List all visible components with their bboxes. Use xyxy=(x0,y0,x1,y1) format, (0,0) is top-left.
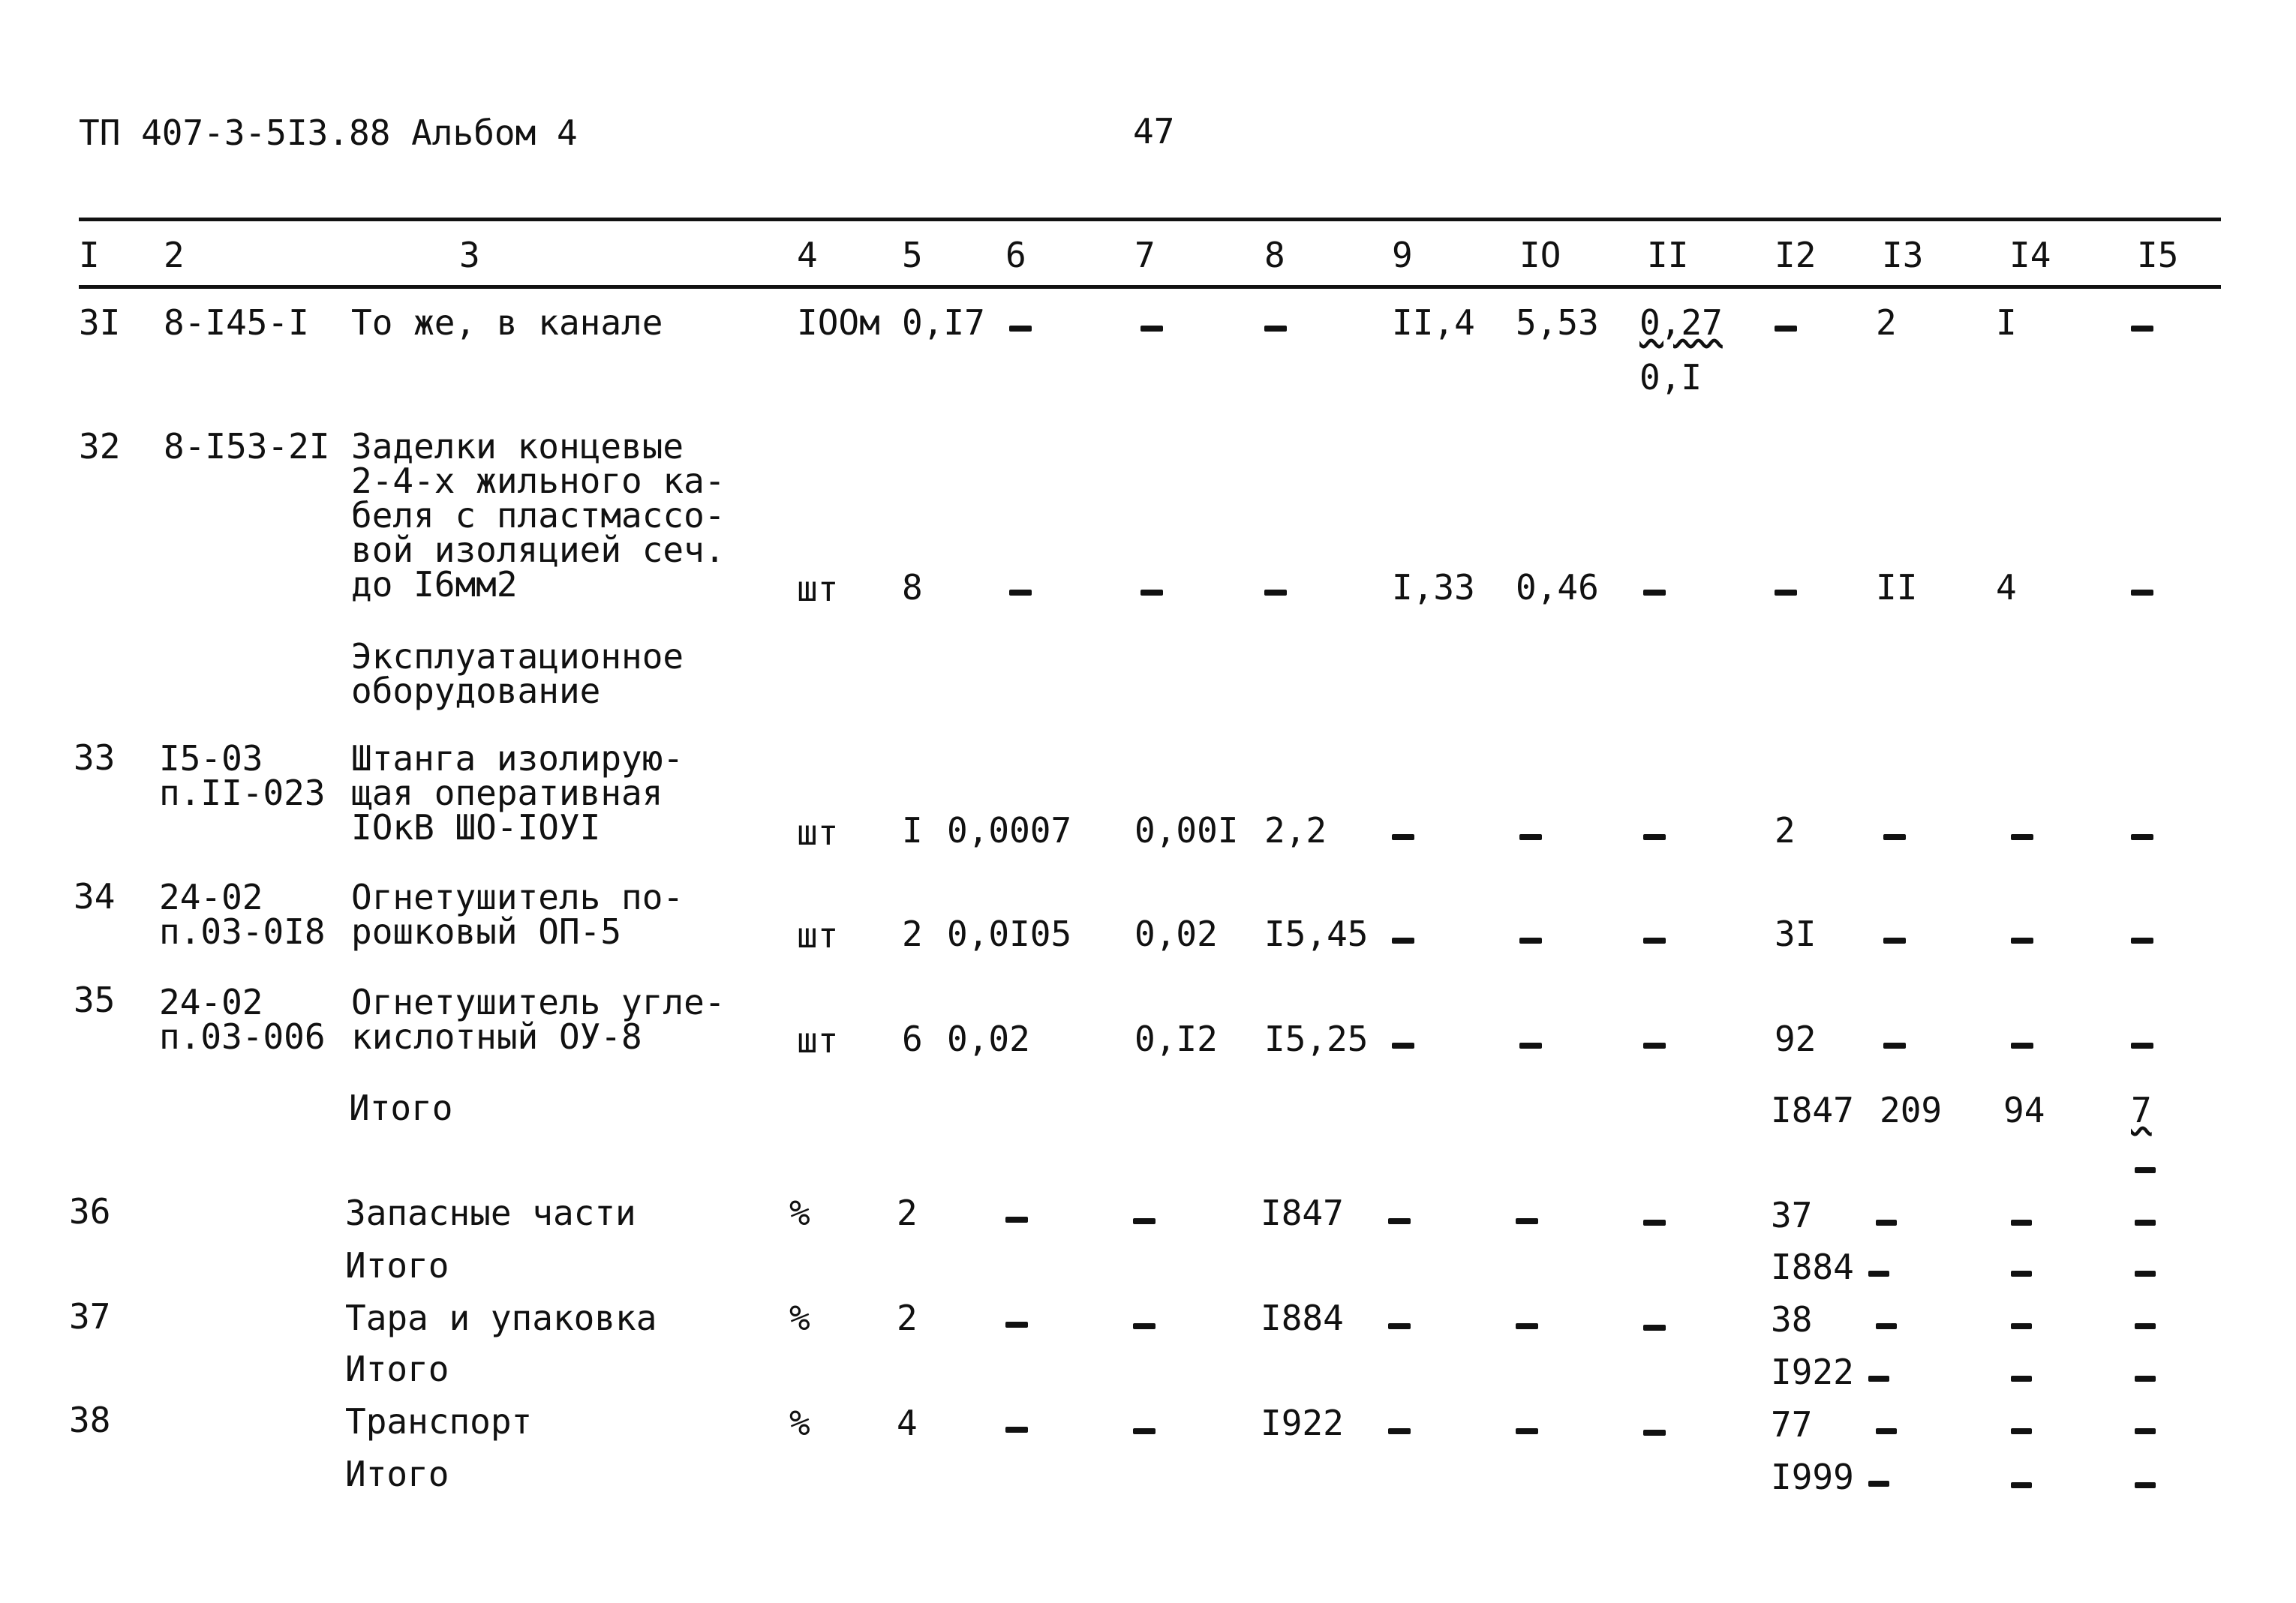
total-label: Итого xyxy=(345,1454,449,1494)
cell-10: 0,46 xyxy=(1516,567,1599,608)
dash xyxy=(2011,1043,2033,1049)
column-header: II xyxy=(1647,235,1689,275)
cell-8: I847 xyxy=(1261,1193,1344,1233)
dash xyxy=(1643,1325,1666,1331)
dash xyxy=(1264,326,1287,332)
cell-14: 94 xyxy=(2003,1090,2045,1130)
column-header: 8 xyxy=(1264,235,1285,275)
cell-11-numerator: 0,27 xyxy=(1639,302,1723,343)
dash xyxy=(2135,1323,2156,1329)
unit: % xyxy=(789,1298,810,1338)
row-number: 32 xyxy=(79,426,121,467)
unit: шт xyxy=(797,1020,839,1061)
dash xyxy=(2131,1043,2153,1049)
dash xyxy=(2135,1167,2156,1173)
dash xyxy=(1516,1428,1538,1434)
dash xyxy=(2135,1271,2156,1277)
dash xyxy=(2135,1220,2156,1226)
cell-7: 0,00I xyxy=(1134,810,1239,851)
dash xyxy=(1516,1218,1538,1224)
unit: шт xyxy=(797,915,839,956)
rate-code: I5-03 п.II-023 xyxy=(159,738,326,813)
dash xyxy=(1519,1043,1542,1049)
cell-14: 4 xyxy=(1996,567,2017,608)
item-name: Тара и упаковка xyxy=(345,1298,657,1338)
row-number: 35 xyxy=(74,980,116,1020)
dash xyxy=(2135,1428,2156,1434)
column-header: I xyxy=(79,235,100,275)
cell-11-denominator: 0,I xyxy=(1639,357,1702,398)
quantity: 6 xyxy=(902,1019,923,1059)
cell-8: I922 xyxy=(1261,1403,1344,1443)
dash xyxy=(1876,1323,1897,1329)
dash xyxy=(1388,1323,1411,1329)
row-number: 37 xyxy=(69,1296,111,1337)
cell-6: 0,02 xyxy=(947,1019,1030,1059)
cell-15: 7 xyxy=(2131,1090,2152,1130)
cell-12: 37 xyxy=(1771,1195,1813,1235)
dash xyxy=(1883,1043,1906,1049)
cell-14: I xyxy=(1996,302,2017,343)
cell-8: I884 xyxy=(1261,1298,1344,1338)
dash xyxy=(1133,1428,1156,1434)
dash xyxy=(1133,1218,1156,1224)
cell-13: II xyxy=(1876,567,1918,608)
dash xyxy=(1388,1428,1411,1434)
row-number: 36 xyxy=(69,1191,111,1232)
dash xyxy=(1643,834,1666,840)
page-number: 47 xyxy=(1133,111,1175,152)
dash xyxy=(1009,590,1032,596)
quantity: 4 xyxy=(897,1403,918,1443)
quantity: 8 xyxy=(902,567,923,608)
rate-code: 8-I45-I xyxy=(164,302,309,343)
quantity: I xyxy=(902,810,923,851)
column-header: 3 xyxy=(459,235,480,275)
quantity: 2 xyxy=(897,1298,918,1338)
unit: шт xyxy=(797,569,839,609)
dash xyxy=(1643,1430,1666,1436)
dash xyxy=(2135,1376,2156,1382)
cell-12: 3I xyxy=(1775,914,1817,954)
rate-code: 8-I53-2I xyxy=(164,426,330,467)
total-label: Итого xyxy=(345,1349,449,1389)
unit: % xyxy=(789,1193,810,1233)
column-header: 6 xyxy=(1005,235,1026,275)
cell-7: 0,02 xyxy=(1134,914,1218,954)
item-name: То же, в канале xyxy=(351,302,663,343)
dash xyxy=(1876,1428,1897,1434)
cell-12: I884 xyxy=(1771,1247,1854,1287)
item-name: Транспорт xyxy=(345,1401,533,1442)
column-header: 9 xyxy=(1392,235,1413,275)
cell-12: I847 xyxy=(1771,1090,1854,1130)
dash xyxy=(1388,1218,1411,1224)
column-header: 2 xyxy=(164,235,185,275)
cell-8: I5,25 xyxy=(1264,1019,1369,1059)
dash xyxy=(2011,938,2033,944)
cell-12: 92 xyxy=(1775,1019,1817,1059)
dash xyxy=(2011,1220,2032,1226)
cell-12: 77 xyxy=(1771,1404,1813,1445)
column-header: I2 xyxy=(1775,235,1817,275)
item-name: Огнетушитель по- рошковый ОП-5 xyxy=(351,877,684,952)
dash xyxy=(1005,1322,1028,1328)
dash xyxy=(1005,1427,1028,1433)
cell-6: 0,0007 xyxy=(947,810,1072,851)
dash xyxy=(1643,590,1666,596)
top-rule xyxy=(79,218,2221,221)
dash xyxy=(2135,1482,2156,1488)
cell-12: 38 xyxy=(1771,1299,1813,1340)
dash xyxy=(1643,938,1666,944)
cell-10: 5,53 xyxy=(1516,302,1599,343)
dash xyxy=(2131,938,2153,944)
dash xyxy=(1264,590,1287,596)
column-header: I5 xyxy=(2137,235,2179,275)
rate-code: 24-02 п.03-0I8 xyxy=(159,877,326,952)
section-heading: Эксплуатационное оборудование xyxy=(351,636,684,711)
dash xyxy=(1876,1220,1897,1226)
unit: шт xyxy=(797,812,839,853)
item-name: Запасные части xyxy=(345,1193,636,1233)
cell-9: II,4 xyxy=(1392,302,1475,343)
column-header: I3 xyxy=(1882,235,1924,275)
row-number: 33 xyxy=(74,737,116,778)
dash xyxy=(1643,1220,1666,1226)
dash xyxy=(1868,1271,1889,1277)
cell-7: 0,I2 xyxy=(1134,1019,1218,1059)
item-name: Заделки концевые 2-4-х жильного ка- беля с пластмассо- вой изоляцией сеч. до I6мм2 xyxy=(351,426,726,605)
unit: % xyxy=(789,1403,810,1443)
dash xyxy=(2131,326,2153,332)
rate-code: 24-02 п.03-006 xyxy=(159,982,326,1057)
dash xyxy=(1643,1043,1666,1049)
dash xyxy=(2011,1323,2032,1329)
column-header: 7 xyxy=(1134,235,1156,275)
cell-8: I5,45 xyxy=(1264,914,1369,954)
dash xyxy=(1392,1043,1414,1049)
document-code: ТП 407-3-5I3.88 Альбом 4 xyxy=(79,113,578,153)
dash xyxy=(1519,938,1542,944)
cell-9: I,33 xyxy=(1392,567,1475,608)
dash xyxy=(2011,1482,2032,1488)
dash xyxy=(2011,1428,2032,1434)
dash xyxy=(2131,590,2153,596)
column-header: IO xyxy=(1519,235,1561,275)
column-header: I4 xyxy=(2009,235,2051,275)
quantity: 0,I7 xyxy=(902,302,985,343)
dash xyxy=(1133,1323,1156,1329)
total-label: Итого xyxy=(345,1245,449,1286)
dash xyxy=(1883,834,1906,840)
dash xyxy=(1883,938,1906,944)
cell-12: I922 xyxy=(1771,1352,1854,1392)
cell-12: 2 xyxy=(1775,810,1796,851)
row-number: 38 xyxy=(69,1400,111,1440)
dash xyxy=(1868,1481,1889,1487)
header-rule xyxy=(79,285,2221,289)
column-header: 5 xyxy=(902,235,923,275)
dash xyxy=(2011,1271,2032,1277)
dash xyxy=(1775,326,1797,332)
quantity: 2 xyxy=(902,914,923,954)
quantity: 2 xyxy=(897,1193,918,1233)
row-number: 34 xyxy=(74,876,116,917)
dash xyxy=(2011,834,2033,840)
dash xyxy=(1392,938,1414,944)
dash xyxy=(2011,1376,2032,1382)
dash xyxy=(1140,590,1163,596)
dash xyxy=(1392,834,1414,840)
column-header: 4 xyxy=(797,235,818,275)
dash xyxy=(1519,834,1542,840)
item-name: Штанга изолирую- щая оперативная IOкВ ШО-IOУI xyxy=(351,738,684,848)
row-number: 3I xyxy=(79,302,121,343)
unit: IOOм xyxy=(797,302,880,343)
dash xyxy=(1868,1376,1889,1382)
cell-13: 2 xyxy=(1876,302,1897,343)
item-name: Огнетушитель угле- кислотный ОУ-8 xyxy=(351,982,726,1057)
cell-12: I999 xyxy=(1771,1457,1854,1497)
dash xyxy=(1009,326,1032,332)
dash xyxy=(1516,1323,1538,1329)
cell-6: 0,0I05 xyxy=(947,914,1072,954)
dash xyxy=(2131,834,2153,840)
total-label: Итого xyxy=(349,1088,453,1128)
dash xyxy=(1005,1217,1028,1223)
cell-13: 209 xyxy=(1880,1090,1943,1130)
dash xyxy=(1775,590,1797,596)
dash xyxy=(1140,326,1163,332)
cell-8: 2,2 xyxy=(1264,810,1327,851)
